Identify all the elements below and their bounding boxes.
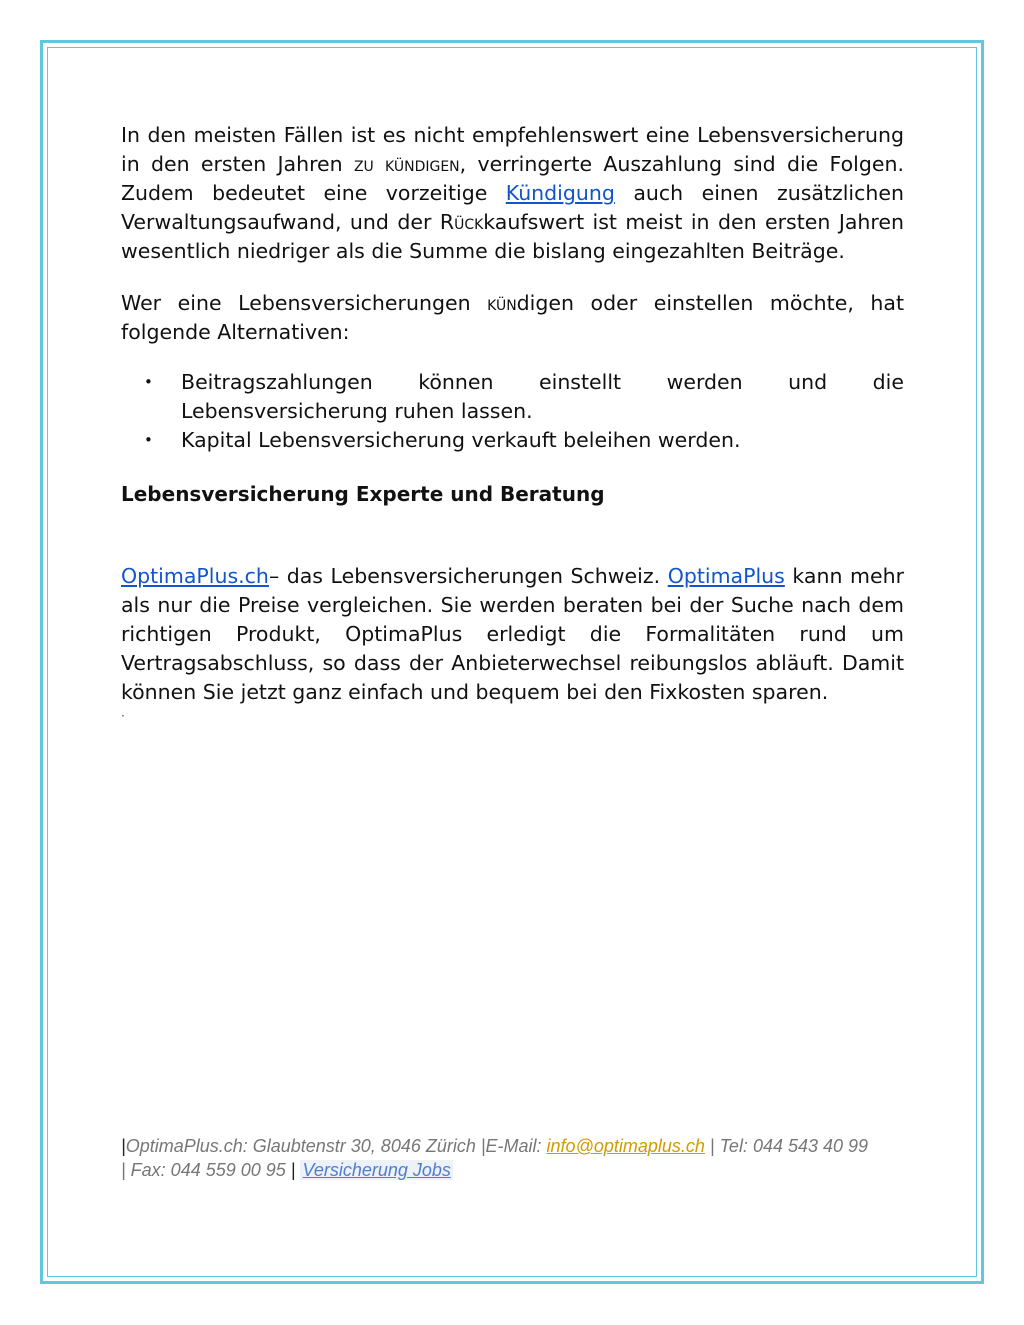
- list-item: • Beitragszahlungen können einstellt werden und die Lebensversicherung ruhen lassen.: [121, 368, 904, 426]
- dot-marker: ·: [121, 709, 125, 723]
- footer-separator: |: [121, 1136, 126, 1156]
- versicherung-jobs-link[interactable]: Versicherung Jobs: [302, 1160, 451, 1180]
- document-body: [121, 121, 904, 723]
- footer-address: OptimaPlus.ch: Glaubtenstr 30, 8046 Zürich |E-Mail:: [125, 1136, 547, 1156]
- paragraph-intro: In den meisten Fällen ist es nicht empfehlenswert eine Lebensversicherung in den ersten Jahren zu kündigen, verringerte Auszahlung sind die Folgen. Zudem bedeutet eine vorzeitige Kündigung auch einen zusätzlichen Verwaltungsaufwand, und der Rückkaufswert ist meist in den ersten Jahren wesentlich niedriger als die Summe die bislang eingezahlten Beiträge.: [121, 123, 904, 263]
- footer-contact: [121, 1134, 971, 1182]
- optimaplus-link[interactable]: OptimaPlus: [667, 564, 785, 588]
- paragraph-optimaplus: OptimaPlus.ch– das Lebensversicherungen Schweiz. OptimaPlus kann mehr als nur die Preise vergleichen. Sie werden beraten bei der Suche nach dem richtigen Produkt, OptimaPlus erledigt die Formalitäten rund um Vertragsabschluss, so dass der Anbieterwechsel reibungslos abläuft. Damit können Sie jetzt ganz einfach und bequem bei den Fixkosten sparen.: [121, 564, 904, 704]
- smallcaps-text: kün: [487, 291, 517, 315]
- footer-phone: | Tel: 044 543 40 99: [704, 1136, 869, 1156]
- section-heading: Lebensversicherung Experte und Beratung: [121, 482, 605, 506]
- smallcaps-text: zu kündigen: [353, 152, 460, 176]
- alternatives-list: [121, 368, 904, 455]
- paragraph-alternatives-intro: Wer eine Lebensversicherungen kündigen oder einstellen möchte, hat folgende Alternativen:: [121, 291, 904, 344]
- email-link[interactable]: info@optimaplus.ch: [546, 1136, 705, 1156]
- list-item: • Kapital Lebensversicherung verkauft beleihen werden.: [121, 426, 904, 455]
- footer-fax: | Fax: 044 559 00 95: [121, 1160, 291, 1180]
- optimaplus-ch-link[interactable]: OptimaPlus.ch: [121, 564, 269, 588]
- footer-separator: |: [290, 1160, 301, 1180]
- kuendigung-link[interactable]: Kündigung: [505, 181, 615, 205]
- smallcaps-text: Rück: [439, 210, 484, 234]
